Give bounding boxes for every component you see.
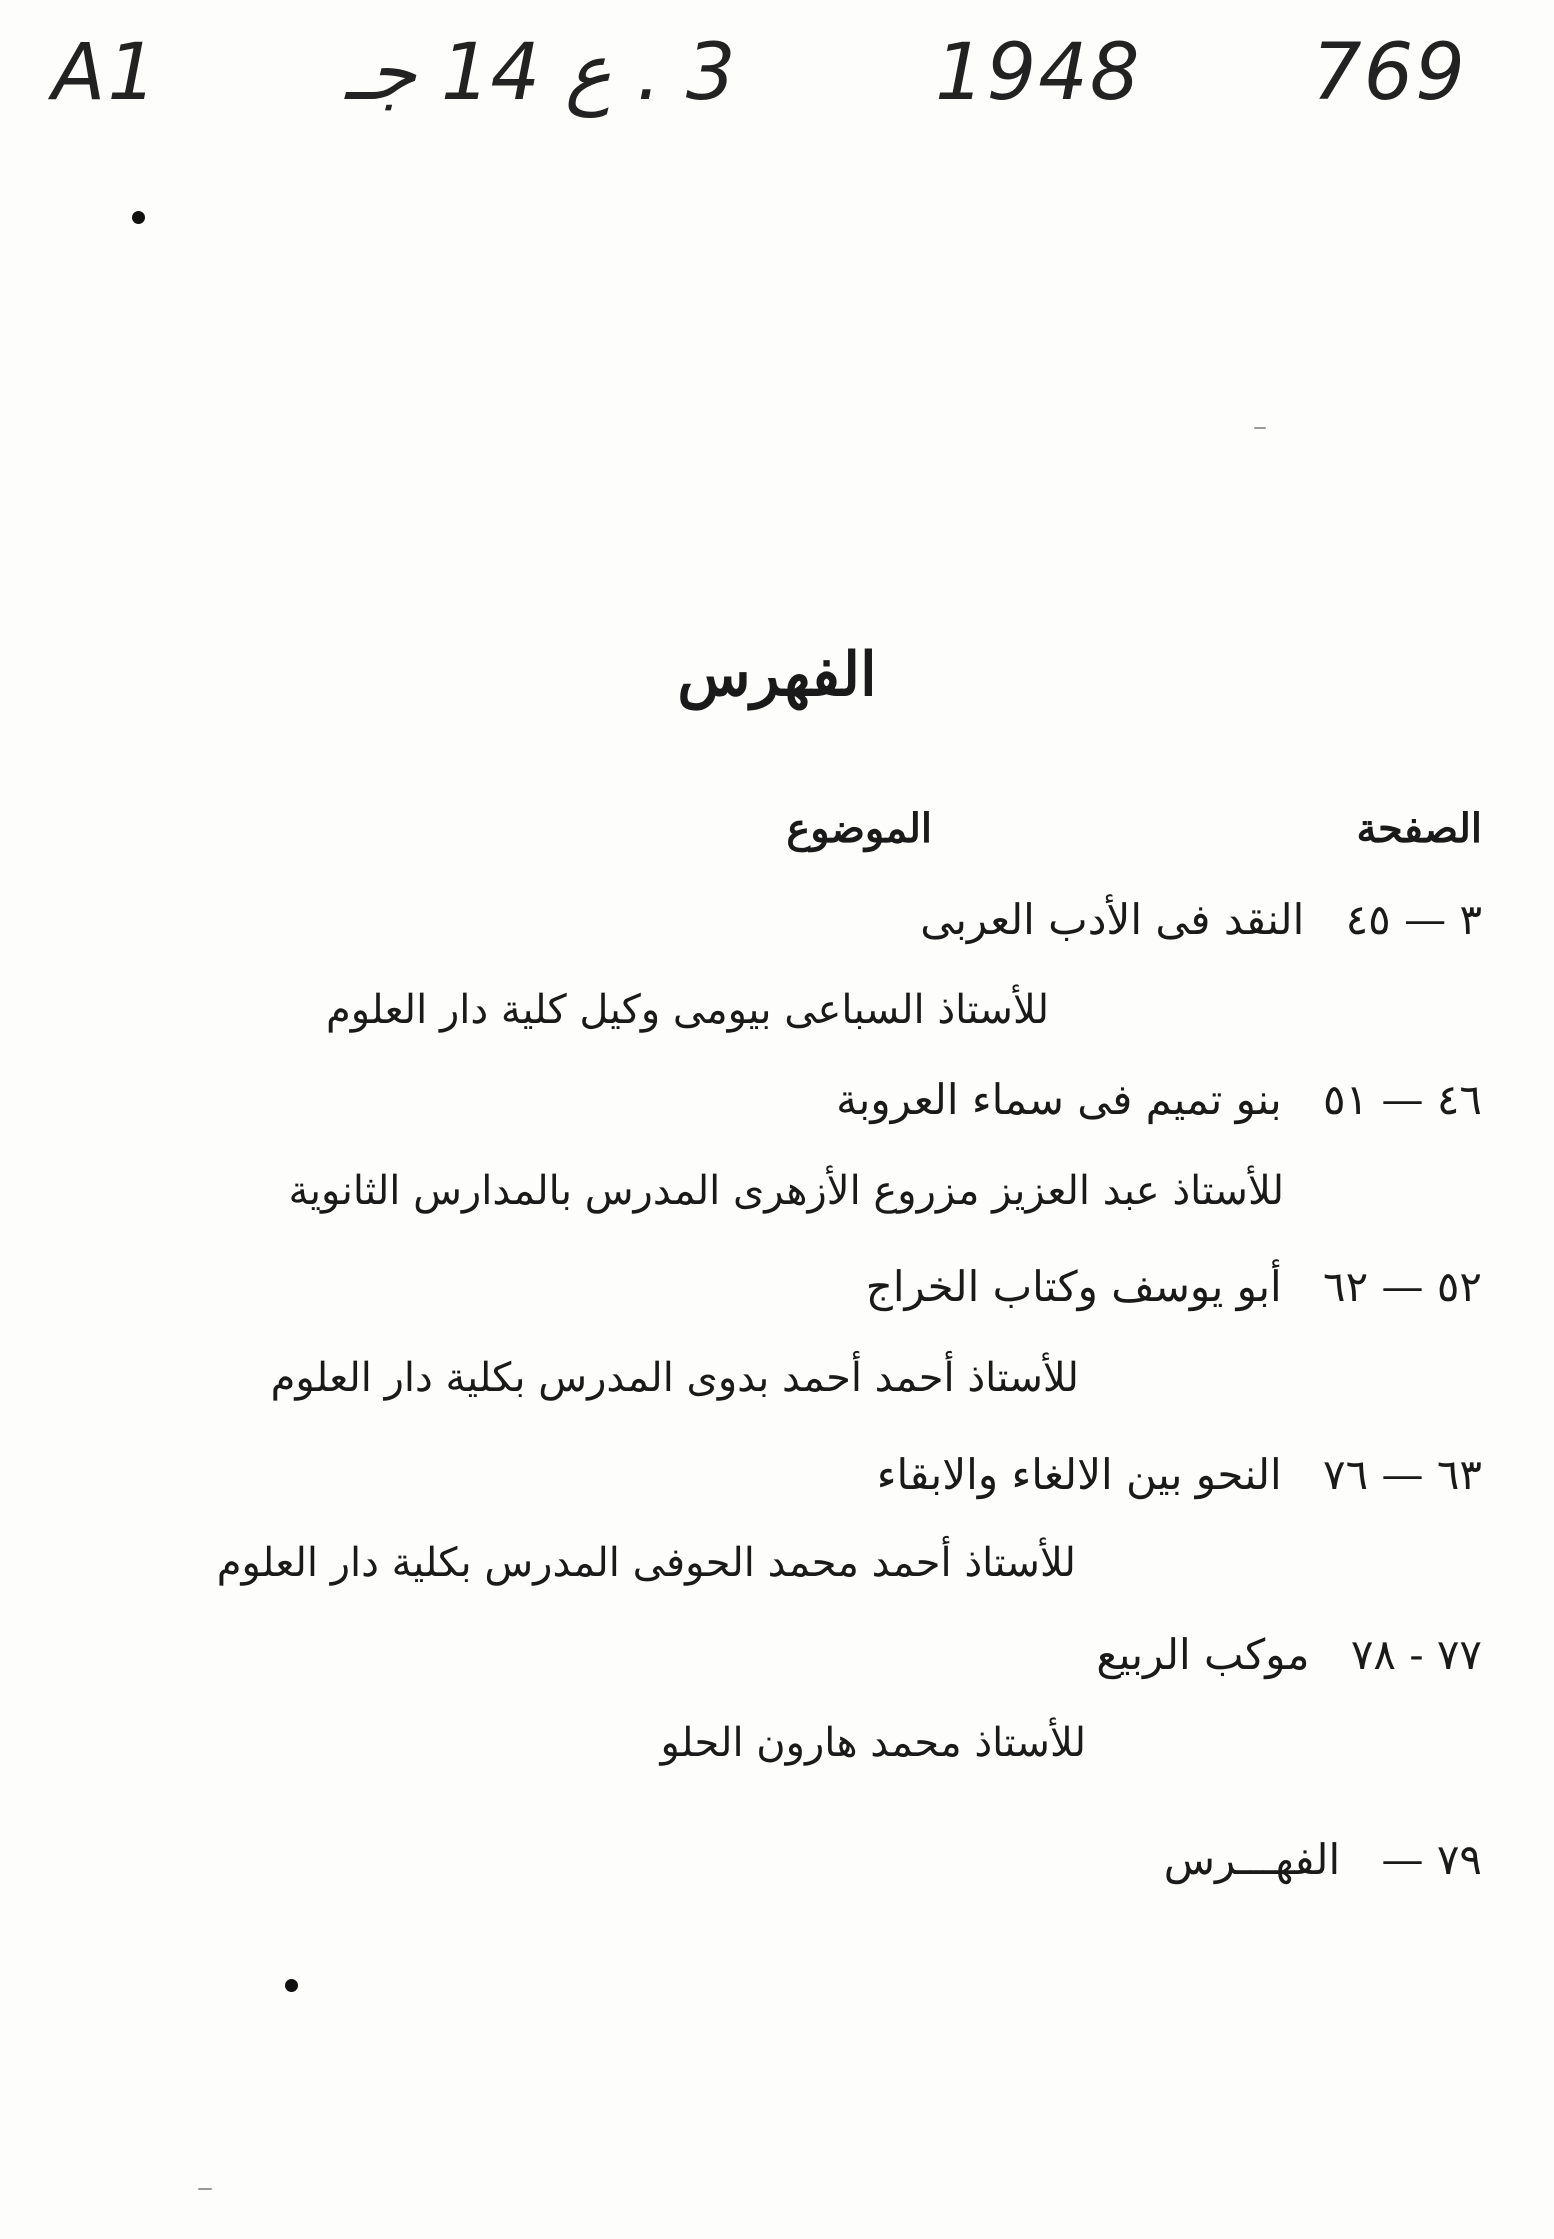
index-entry xyxy=(1096,1630,1482,1679)
scan-dot xyxy=(132,211,145,224)
archive-code: 3 . ع 14 جـ xyxy=(345,28,736,118)
entry-topic: بنو تميم فى سماء العروبة xyxy=(836,1075,1282,1124)
entry-topic: النقد فى الأدب العربى xyxy=(920,895,1305,944)
entry-topic: النحو بين الالغاء والابقاء xyxy=(876,1450,1282,1499)
entry-author: للأستاذ أحمد محمد الحوفى المدرس بكلية دار العلوم xyxy=(216,1540,1076,1586)
entry-author: للأستاذ محمد هارون الحلو xyxy=(660,1720,1086,1766)
entry-author: للأستاذ السباعى بيومى وكيل كلية دار العلوم xyxy=(325,987,1049,1033)
archive-ref: A1 xyxy=(52,28,159,118)
scan-speck xyxy=(1254,427,1266,429)
index-title: الفهرس xyxy=(677,640,877,710)
archive-year: 1948 xyxy=(935,28,1142,118)
entry-pages: ٤٦ — ٥١ xyxy=(1323,1075,1482,1124)
column-header-page: الصفحة xyxy=(1356,805,1482,852)
entry-topic: أبو يوسف وكتاب الخراج xyxy=(865,1262,1282,1311)
index-entry xyxy=(920,895,1482,944)
index-entry xyxy=(836,1075,1482,1124)
entry-topic: موكب الربيع xyxy=(1096,1630,1310,1679)
entry-topic: الفهـــرس xyxy=(1163,1835,1341,1884)
entry-pages: ٣ — ٤٥ xyxy=(1345,895,1482,944)
entry-pages: ٦٣ — ٧٦ xyxy=(1323,1450,1482,1499)
entry-pages: ٧٩ — xyxy=(1381,1835,1482,1884)
index-entry xyxy=(866,1262,1482,1311)
entry-author: للأستاذ أحمد أحمد بدوى المدرس بكلية دار العلوم xyxy=(270,1355,1079,1401)
entry-pages: ٥٢ — ٦٢ xyxy=(1323,1262,1482,1311)
entry-author: للأستاذ عبد العزيز مزروع الأزهرى المدرس بالمدارس الثانوية xyxy=(288,1168,1284,1214)
index-entry xyxy=(877,1450,1482,1499)
column-header-subject: الموضوع xyxy=(786,805,932,852)
scan-speck xyxy=(198,2188,212,2190)
index-entry xyxy=(1164,1835,1482,1884)
archive-number: 769 xyxy=(1312,28,1467,118)
scan-dot xyxy=(285,1979,298,1992)
entry-pages: ٧٧ - ٧٨ xyxy=(1350,1630,1482,1679)
